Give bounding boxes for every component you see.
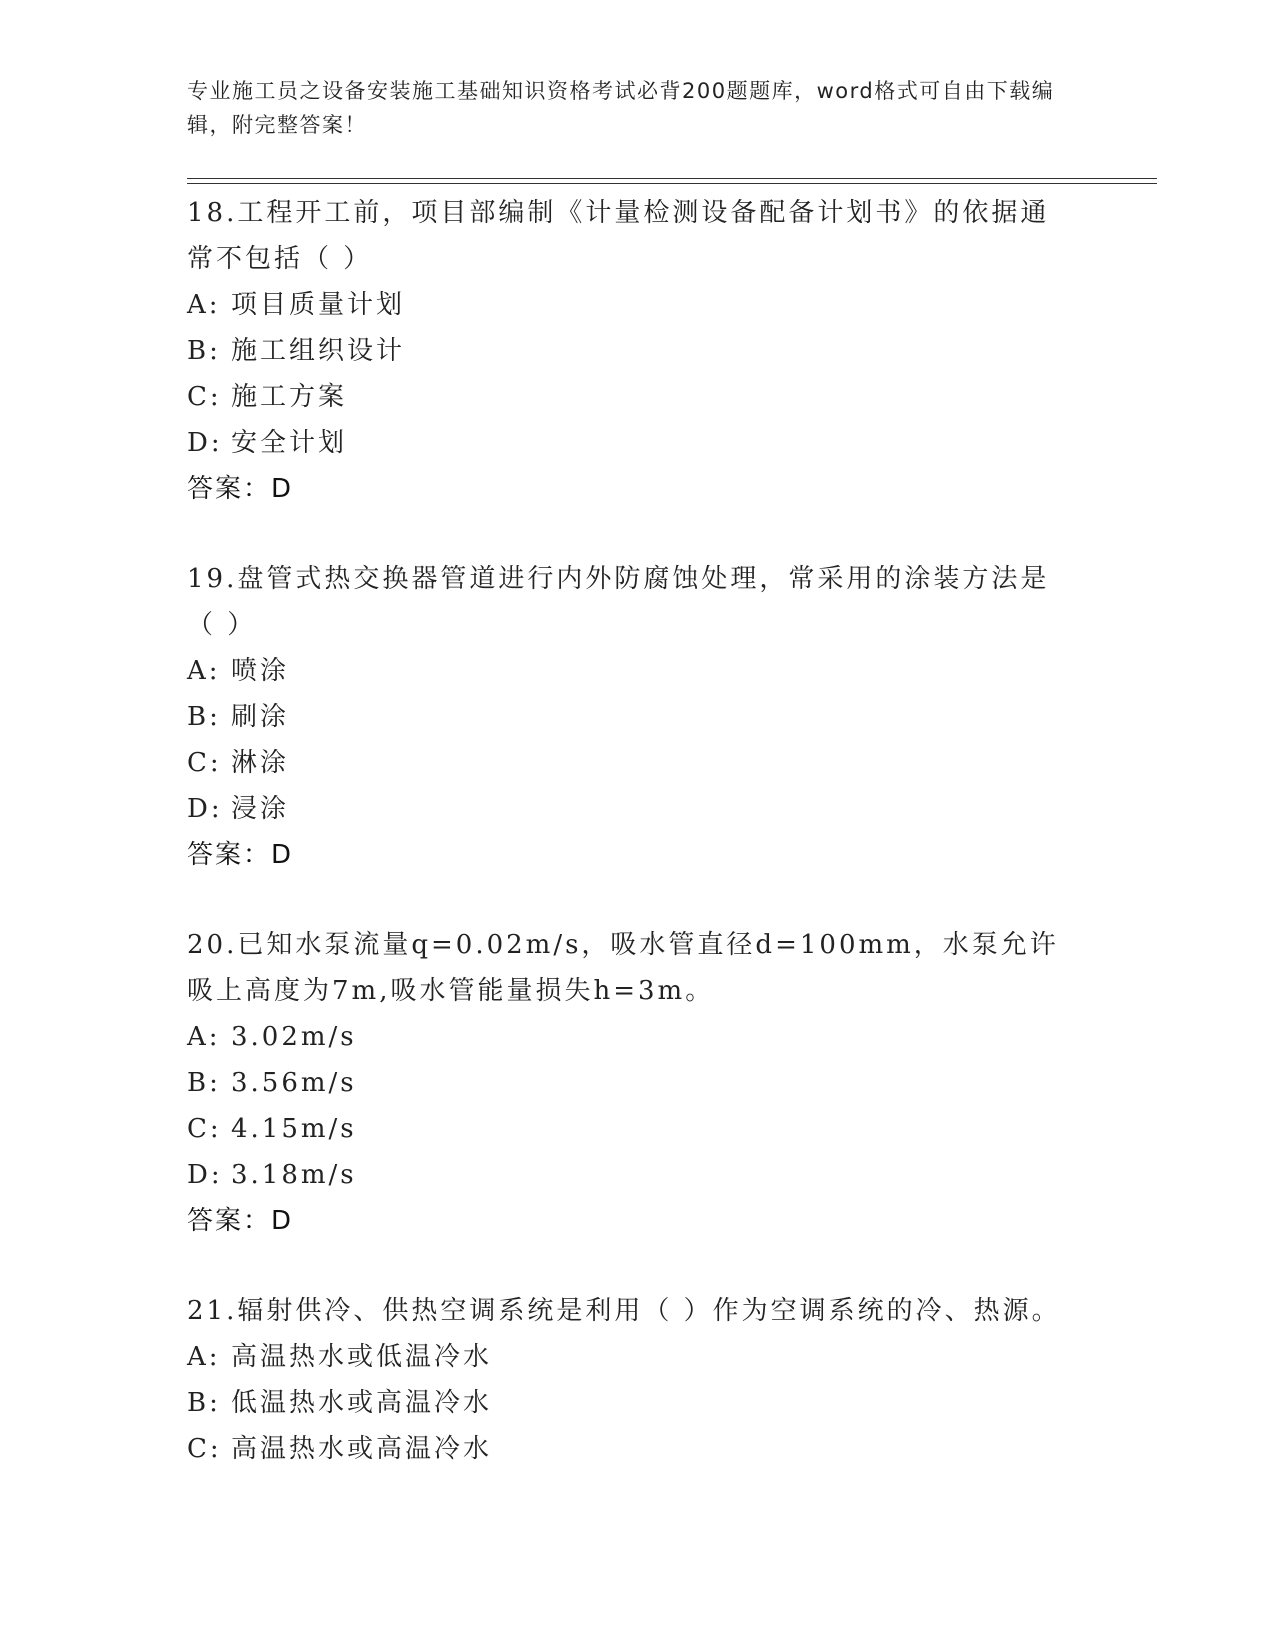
option-text: 3.02m/s [231, 1022, 357, 1052]
option-b [187, 694, 1087, 740]
option-b [187, 1380, 1087, 1426]
question-stem: 19.盘管式热交换器管道进行内外防腐蚀处理，常采用的涂装方法是（ ） [187, 564, 1050, 640]
question-stem: 21.辐射供冷、供热空调系统是利用（ ）作为空调系统的冷、热源。 [187, 1296, 1061, 1326]
option-a [187, 282, 1087, 328]
option-letter: B: [187, 1388, 221, 1418]
option-c [187, 1426, 1087, 1472]
option-text: 高温热水或高温冷水 [231, 1434, 493, 1464]
header-divider-top [187, 178, 1157, 179]
question-stem: 20.已知水泵流量q=0.02m/s，吸水管直径d=100mm，水泵允许吸上高度为7m,吸水管能量损失h=3m。 [187, 930, 1059, 1006]
question-19 [187, 556, 1087, 878]
option-letter: C: [187, 1114, 222, 1144]
question-list [187, 190, 1087, 1516]
option-a [187, 1334, 1087, 1380]
option-c [187, 374, 1087, 420]
option-letter: C: [187, 1434, 222, 1464]
option-c [187, 740, 1087, 786]
option-text: 刷涂 [231, 702, 290, 732]
option-text: 项目质量计划 [231, 290, 406, 320]
option-letter: A: [187, 1022, 221, 1052]
option-text: 高温热水或低温冷水 [231, 1342, 493, 1372]
option-a [187, 648, 1087, 694]
option-letter: A: [187, 290, 221, 320]
option-text: 施工组织设计 [231, 336, 406, 366]
option-text: 低温热水或高温冷水 [231, 1388, 493, 1418]
option-a [187, 1014, 1087, 1060]
option-text: 施工方案 [231, 382, 348, 412]
option-letter: C: [187, 382, 222, 412]
option-text: 4.15m/s [231, 1114, 357, 1144]
header-divider-bottom [187, 183, 1157, 184]
option-letter: A: [187, 656, 221, 686]
answer-line: 答案：D [187, 840, 294, 870]
question-21 [187, 1288, 1087, 1472]
option-letter: B: [187, 1068, 221, 1098]
option-letter: B: [187, 336, 221, 366]
option-letter: B: [187, 702, 221, 732]
option-text: 3.56m/s [231, 1068, 357, 1098]
question-20 [187, 922, 1087, 1244]
option-letter: C: [187, 748, 222, 778]
document-header: 专业施工员之设备安装施工基础知识资格考试必背200题题库，word格式可自由下载编辑，附完整答案！ [187, 79, 1055, 137]
option-text: 淋涂 [231, 748, 290, 778]
question-stem: 18.工程开工前，项目部编制《计量检测设备配备计划书》的依据通常不包括（ ） [187, 198, 1050, 274]
option-d [187, 786, 1087, 832]
option-d [187, 420, 1087, 466]
question-18 [187, 190, 1087, 512]
option-text: 浸涂 [231, 794, 290, 824]
option-b [187, 1060, 1087, 1106]
option-b [187, 328, 1087, 374]
option-text: 安全计划 [231, 428, 348, 458]
option-letter: D: [187, 428, 223, 458]
answer-line: 答案：D [187, 474, 294, 504]
option-c [187, 1106, 1087, 1152]
answer-line: 答案：D [187, 1206, 294, 1236]
option-letter: A: [187, 1342, 221, 1372]
option-letter: D: [187, 1160, 223, 1190]
option-text: 喷涂 [231, 656, 290, 686]
option-text: 3.18m/s [231, 1160, 357, 1190]
option-letter: D: [187, 794, 223, 824]
option-d [187, 1152, 1087, 1198]
